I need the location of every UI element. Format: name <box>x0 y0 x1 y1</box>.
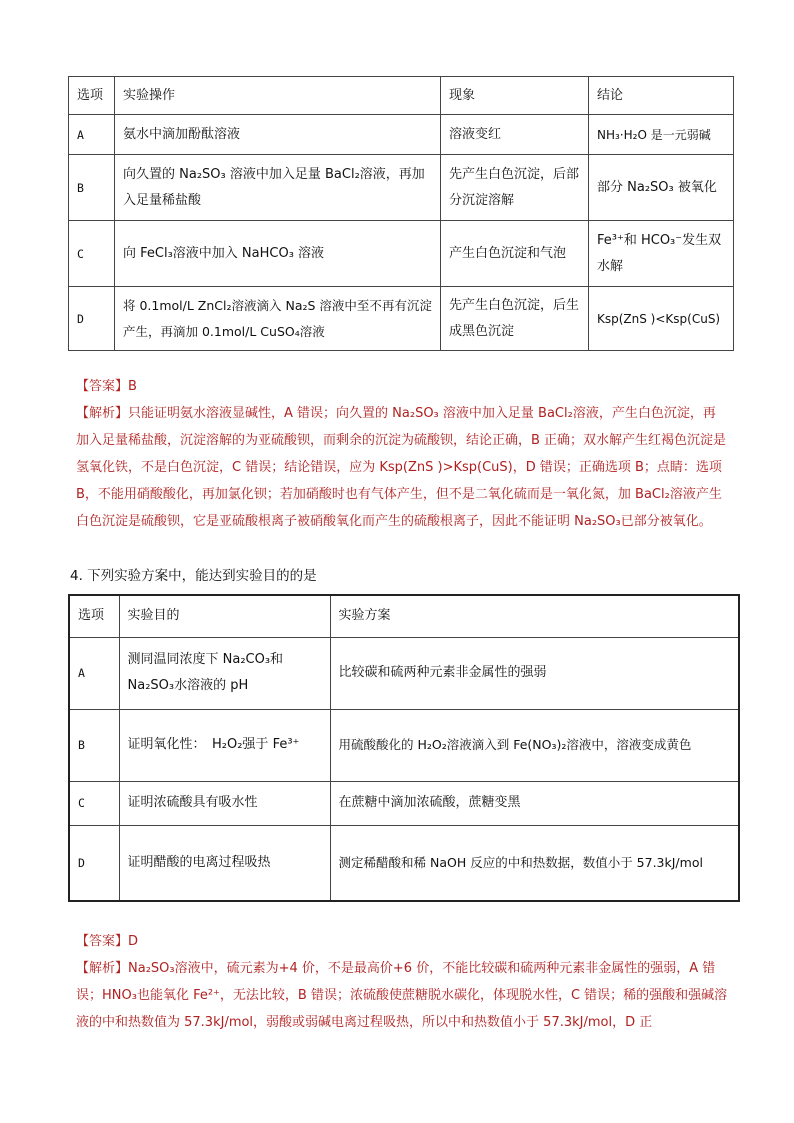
row-operation: 将 0.1mol/L ZnCl₂溶液滴入 Na₂S 溶液中至不再有沉淀产生，再滴加 0.1mol/L CuSO₄溶液 <box>115 287 441 351</box>
row-option: B <box>69 709 119 781</box>
answer-value: D <box>128 934 139 949</box>
row-option: C <box>69 781 119 825</box>
answer-value: B <box>128 379 137 394</box>
row-conclusion: Fe³⁺和 HCO₃⁻发生双水解 <box>589 221 734 287</box>
answer-label: 【答案】 <box>76 379 129 394</box>
row-option: B <box>69 155 115 221</box>
analysis-label: 【解析】 <box>76 406 129 421</box>
row-conclusion: Ksp(ZnS )<Ksp(CuS) <box>589 287 734 351</box>
table-row <box>69 155 734 221</box>
row-option: C <box>69 221 115 287</box>
analysis-text: Na₂SO₃溶液中，硫元素为+4 价，不是最高价+6 价，不能比较碳和硫两种元素非金属性的强弱，A 错误；HNO₃也能氧化 Fe²⁺，无法比较，B 错误；浓硫酸使蔗糖脱水碳化，体现脱水性，C 错误；稀的强酸和强碱溶液的中和热数值为 57.3kJ/mol，弱酸或弱碱电离过程吸热，所以中和热数值小于 57.3kJ/mol，D 正 <box>76 961 728 1030</box>
header-option: 选项 <box>69 77 115 115</box>
row-plan: 用硫酸酸化的 H₂O₂溶液滴入到 Fe(NO₃)₂溶液中，溶液变成黄色 <box>330 709 739 781</box>
row-operation: 向 FeCl₃溶液中加入 NaHCO₃ 溶液 <box>115 221 441 287</box>
answer-2 <box>76 928 726 955</box>
row-option: D <box>69 825 119 901</box>
analysis-1 <box>76 400 728 535</box>
row-option: A <box>69 637 119 709</box>
table-row <box>69 781 739 825</box>
row-plan: 比较碳和硫两种元素非金属性的强弱 <box>330 637 739 709</box>
table-row <box>69 221 734 287</box>
table-row <box>69 637 739 709</box>
analysis-text: 只能证明氨水溶液显碱性，A 错误；向久置的 Na₂SO₃ 溶液中加入足量 BaCl₂溶液，产生白色沉淀，再加入足量稀盐酸，沉淀溶解的为亚硫酸钡，而剩余的沉淀为硫酸钡，结论正确，B 正确；双水解产生红褐色沉淀是氢氧化铁，不是白色沉淀，C 错误；结论错误，应为 Ksp(ZnS )>Ksp(CuS)，D 错误；正确选项 B；点睛：选项 B，不能用硝酸酸化，再加氯化钡；若加硝酸时也有气体产生，但不是二氧化硫而是一氧化氮，加 BaCl₂溶液产生白色沉淀是硫酸钡，它是亚硫酸根离子被硝酸氧化而产生的硫酸根离子，因此不能证明 Na₂SO₃已部分被氧化。 <box>76 406 727 529</box>
row-phenomenon: 产生白色沉淀和气泡 <box>441 221 589 287</box>
row-operation: 向久置的 Na₂SO₃ 溶液中加入足量 BaCl₂溶液，再加入足量稀盐酸 <box>115 155 441 221</box>
header-operation: 实验操作 <box>115 77 441 115</box>
experiment-table-2 <box>68 594 740 902</box>
analysis-label: 【解析】 <box>76 961 129 976</box>
row-option: D <box>69 287 115 351</box>
row-phenomenon: 先产生白色沉淀，后部分沉淀溶解 <box>441 155 589 221</box>
analysis-2 <box>76 955 730 1036</box>
answer-1 <box>76 373 726 400</box>
row-conclusion: 部分 Na₂SO₃ 被氧化 <box>589 155 734 221</box>
row-goal: 证明醋酸的电离过程吸热 <box>119 825 330 901</box>
row-operation: 氨水中滴加酚酞溶液 <box>115 115 441 155</box>
table-row <box>69 709 739 781</box>
table-header-row <box>69 77 734 115</box>
row-plan: 测定稀醋酸和稀 NaOH 反应的中和热数据，数值小于 57.3kJ/mol <box>330 825 739 901</box>
row-option: A <box>69 115 115 155</box>
table-header-row <box>69 595 739 637</box>
header-plan: 实验方案 <box>330 595 739 637</box>
row-phenomenon: 溶液变红 <box>441 115 589 155</box>
header-conclusion: 结论 <box>589 77 734 115</box>
row-goal: 证明浓硫酸具有吸水性 <box>119 781 330 825</box>
experiment-table-1 <box>68 76 734 351</box>
question-4: 4. 下列实验方案中，能达到实验目的的是 <box>70 568 317 584</box>
row-conclusion: NH₃·H₂O 是一元弱碱 <box>589 115 734 155</box>
row-phenomenon: 先产生白色沉淀，后生成黑色沉淀 <box>441 287 589 351</box>
table-row <box>69 825 739 901</box>
row-plan: 在蔗糖中滴加浓硫酸，蔗糖变黑 <box>330 781 739 825</box>
header-option: 选项 <box>69 595 119 637</box>
table-row <box>69 287 734 351</box>
table-row <box>69 115 734 155</box>
answer-label: 【答案】 <box>76 934 129 949</box>
row-goal: 测同温同浓度下 Na₂CO₃和 Na₂SO₃水溶液的 pH <box>119 637 330 709</box>
row-goal: 证明氧化性： H₂O₂强于 Fe³⁺ <box>119 709 330 781</box>
header-goal: 实验目的 <box>119 595 330 637</box>
header-phenomenon: 现象 <box>441 77 589 115</box>
